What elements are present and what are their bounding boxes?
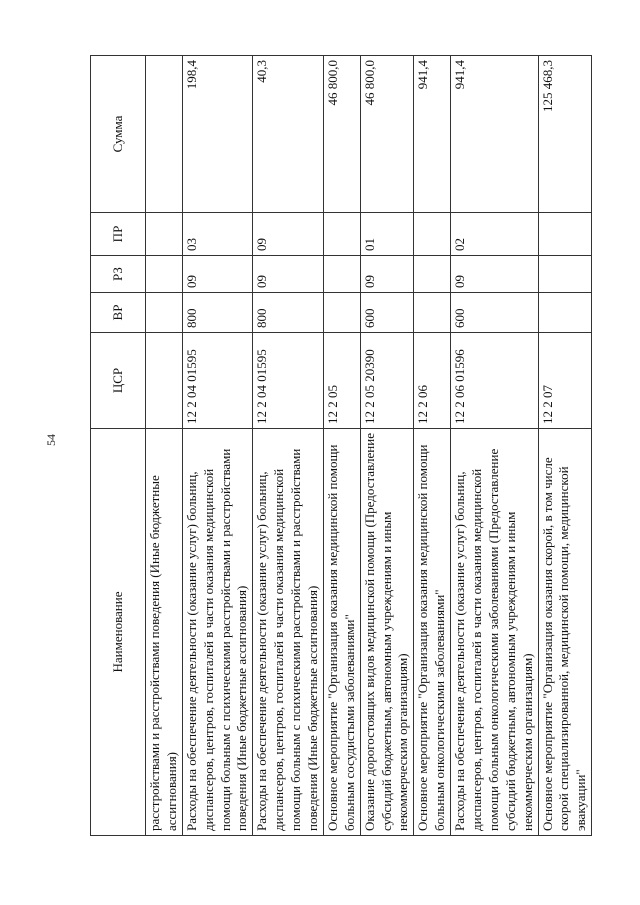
cell-sum	[146, 56, 183, 213]
cell-csr: 12 2 06	[414, 333, 451, 429]
cell-name: расстройствами и расстройствами поведения (Иные бюджетные ассигнования)	[146, 429, 183, 836]
header-csr: ЦСР	[91, 333, 146, 429]
cell-name: Оказание дорогостоящих видов медицинской помощи (Предоставление субсидий бюджетным, автономным учреждениям и иным некоммерческим организациям)	[360, 429, 414, 836]
cell-pr: 03	[182, 213, 253, 256]
cell-rz	[538, 256, 592, 293]
cell-sum: 198,4	[182, 56, 253, 213]
table-row	[146, 56, 183, 836]
cell-pr	[323, 213, 360, 256]
header-vr: ВР	[91, 293, 146, 333]
cell-vr: 800	[253, 293, 324, 333]
table-row	[451, 56, 538, 836]
cell-rz	[323, 256, 360, 293]
cell-name: Основное мероприятие "Организация оказания медицинской помощи больным сосудистыми заболеваниями"	[323, 429, 360, 836]
table-header-row	[91, 56, 146, 836]
cell-pr	[538, 213, 592, 256]
cell-rz: 09	[253, 256, 324, 293]
cell-csr: 12 2 06 01596	[451, 333, 538, 429]
header-sum: Сумма	[91, 56, 146, 213]
header-pr: ПР	[91, 213, 146, 256]
cell-csr: 12 2 07	[538, 333, 592, 429]
table-row	[182, 56, 253, 836]
table-row	[323, 56, 360, 836]
cell-csr: 12 2 04 01595	[253, 333, 324, 429]
table-row	[360, 56, 414, 836]
cell-sum: 46 800,0	[360, 56, 414, 213]
cell-vr: 800	[182, 293, 253, 333]
cell-pr: 02	[451, 213, 538, 256]
cell-sum: 125 468,3	[538, 56, 592, 213]
cell-rz: 09	[451, 256, 538, 293]
cell-vr	[414, 293, 451, 333]
cell-rz	[414, 256, 451, 293]
budget-table	[90, 55, 592, 836]
cell-name: Основное мероприятие "Организация оказания медицинской помощи больным онкологическими заболеваниями"	[414, 429, 451, 836]
cell-pr	[146, 213, 183, 256]
table-row	[414, 56, 451, 836]
cell-sum: 40,3	[253, 56, 324, 213]
cell-rz	[146, 256, 183, 293]
table-row	[538, 56, 592, 836]
cell-pr: 09	[253, 213, 324, 256]
rotated-page	[90, 56, 615, 836]
cell-name: Расходы на обеспечение деятельности (оказание услуг) больниц, диспансеров, центров, госпиталей в части оказания медицинской помощи больным с психическими расстройствами и расстройствами поведения (Иные бюджетные ассигнования)	[182, 429, 253, 836]
header-name: Наименование	[91, 429, 146, 836]
cell-rz: 09	[182, 256, 253, 293]
cell-pr	[414, 213, 451, 256]
cell-csr	[146, 333, 183, 429]
cell-pr: 01	[360, 213, 414, 256]
cell-csr: 12 2 05	[323, 333, 360, 429]
cell-sum: 941,4	[414, 56, 451, 213]
cell-vr	[323, 293, 360, 333]
table-row	[253, 56, 324, 836]
cell-sum: 46 800,0	[323, 56, 360, 213]
header-rz: РЗ	[91, 256, 146, 293]
cell-name: Расходы на обеспечение деятельности (оказание услуг) больниц, диспансеров, центров, госпиталей в части оказания медицинской помощи больным с психическими расстройствами и расстройствами поведения (Иные бюджетные ассигнования)	[253, 429, 324, 836]
cell-csr: 12 2 04 01595	[182, 333, 253, 429]
cell-sum: 941,4	[451, 56, 538, 213]
cell-vr	[538, 293, 592, 333]
cell-vr	[146, 293, 183, 333]
page-number: 54	[44, 434, 58, 446]
cell-name: Основное мероприятие "Организация оказания скорой, в том числе скорой специализированной, медицинской помощи, медицинской эвакуации"	[538, 429, 592, 836]
cell-vr: 600	[360, 293, 414, 333]
cell-csr: 12 2 05 20390	[360, 333, 414, 429]
cell-name: Расходы на обеспечение деятельности (оказание услуг) больниц, диспансеров, центров, госпиталей в части оказания медицинской помощи больным онкологическими заболеваниями (Предоставление субсидий бюджетным, автономным учреждениям и иным некоммерческим организациям)	[451, 429, 538, 836]
cell-vr: 600	[451, 293, 538, 333]
cell-rz: 09	[360, 256, 414, 293]
